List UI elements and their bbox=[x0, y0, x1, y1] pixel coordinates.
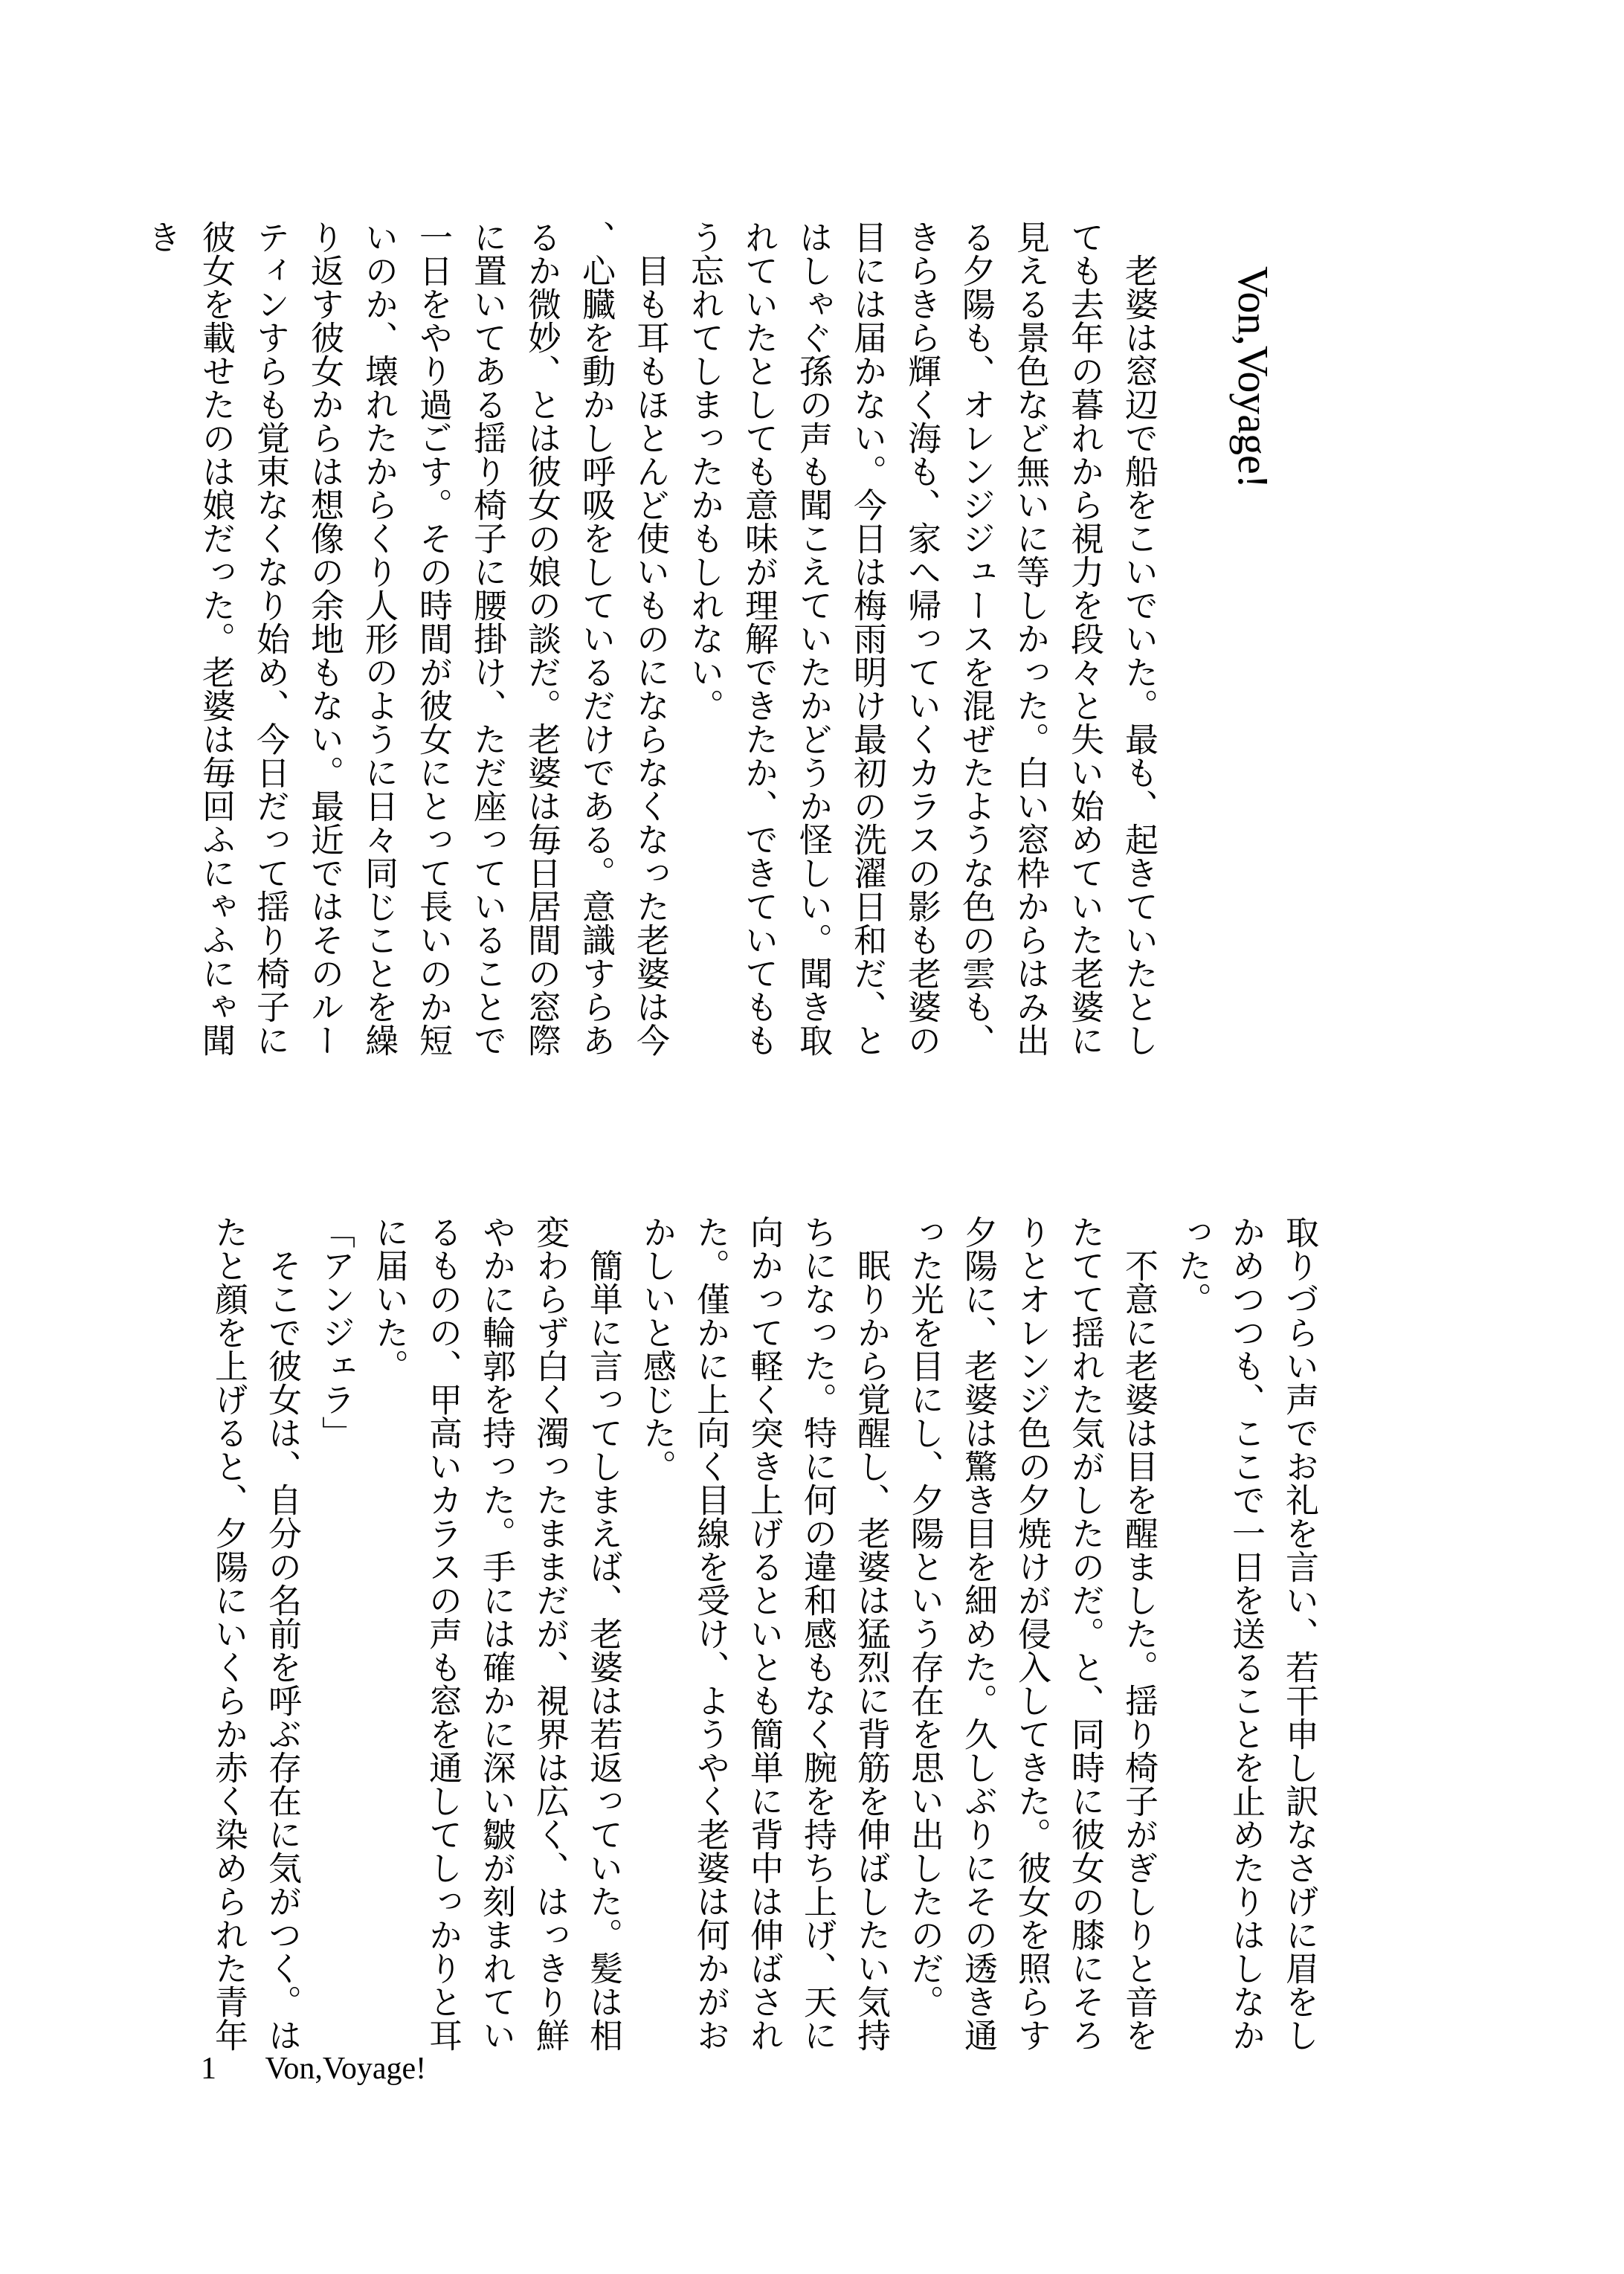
paragraph: 眠りから覚醒し、老婆は猛烈に背筋を伸ばしたい気持ちになった。特に何の違和感もなく腕を持ち上げ、天に向かって軽く突き上げるといとも簡単に背中は伸ばされた。僅かに上向く目線を受け、ようやく老婆は何かがおかしいと感じた。 bbox=[638, 1215, 889, 2052]
lower-paragraphs bbox=[202, 1215, 1326, 2054]
page-footer bbox=[201, 2051, 426, 2087]
story-title: Von,Voyage! bbox=[1229, 266, 1277, 489]
page-number: 1 bbox=[201, 2052, 216, 2086]
upper-paragraphs bbox=[134, 220, 1165, 1059]
lower-text-block bbox=[202, 1215, 1326, 2054]
paragraph: 取りづらい声でお礼を言い、若干申し訳なさげに眉をしかめつつも、ここで一日を送ることを止めたりはしなかった。 bbox=[1173, 1215, 1318, 2052]
paragraph: そこで彼女は、自分の名前を呼ぶ存在に気がつく。はたと顔を上げると、夕陽にいくらか赤く染められた青年 bbox=[210, 1215, 300, 2052]
paragraph: 簡単に言ってしまえば、老婆は若返っていた。髪は相変わらず白く濁ったままだが、視界は広く、はっきり鮮やかに輪郭を持った。手には確かに深い皺が刻まれているものの、甲高いカラスの声も窓を通してしっかりと耳に届いた。 bbox=[370, 1215, 622, 2052]
paragraph: 老婆は窓辺で船をこいでいた。最も、起きていたとしても去年の暮れから視力を段々と失い始めていた老婆に見える景色など無いに等しかった。白い窓枠からはみ出る夕陽も、オレンジジュースを混ぜたような色の雲も、きらきら輝く海も、家へ帰っていくカラスの影も老婆の目には届かない。今日は梅雨明け最初の洗濯日和だ、とはしゃぐ孫の声も聞こえていたかどうか怪しい。聞き取れていたとしても意味が理解できたか、できていてももう忘れてしまったかもしれない。 bbox=[686, 220, 1157, 1057]
paragraph: 不意に老婆は目を醒ました。揺り椅子がぎしりと音をたてて揺れた気がしたのだ。と、同時に彼女の膝にそろりとオレンジ色の夕焼けが侵入してきた。彼女を照らす夕陽に、老婆は驚き目を細めた。久しぶりにその透き通った光を目にし、夕陽という存在を思い出したのだ。 bbox=[906, 1215, 1157, 2052]
paragraph: 「アンジェラ」 bbox=[317, 1215, 354, 1449]
upper-text-block bbox=[134, 220, 1283, 1059]
footer-running-title: Von,Voyage! bbox=[265, 2052, 427, 2086]
paragraph: 目も耳もほとんど使いものにならなくなった老婆は今、心臓を動かし呼吸をしているだけである。意識すらあるか微妙、とは彼女の娘の談だ。老婆は毎日居間の窓際に置いてある揺り椅子に腰掛け、ただ座っていることで一日をやり過ごす。その時間が彼女にとって長いのか短いのか、壊れたからくり人形のように日々同じことを繰り返す彼女からは想像の余地もない。最近ではそのルーティンすらも覚束なくなり始め、今日だって揺り椅子に彼女を載せたのは娘だった。老婆は毎回ふにゃふにゃ聞き bbox=[143, 220, 668, 1057]
